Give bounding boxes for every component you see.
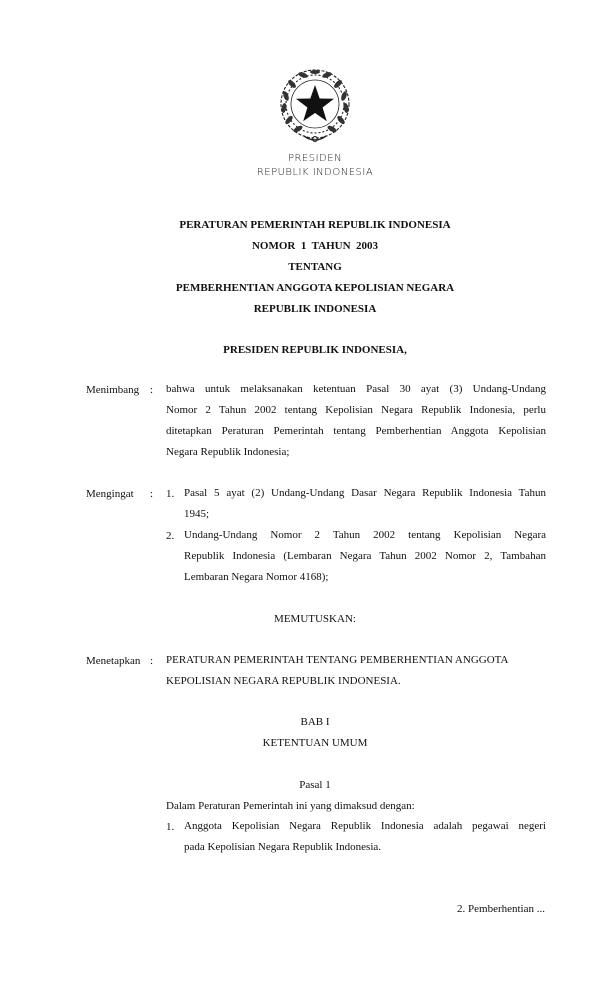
pasal-intro: Dalam Peraturan Pemerintah ini yang dimaksud dengan: [166, 800, 415, 812]
mengingat-line: Lembaran Negara Nomor 4168); [184, 571, 329, 583]
menetapkan-colon: : [150, 655, 154, 667]
mengingat-label: Mengingat [86, 488, 134, 500]
title-line-tentang: TENTANG [288, 261, 342, 273]
mengingat-item-number: 1. [166, 488, 175, 500]
menetapkan-text [166, 650, 546, 692]
mengingat-item-2 [184, 525, 546, 588]
mengingat-colon: : [150, 488, 154, 500]
menimbang-line: bahwa untuk melaksanakan ketentuan Pasal 30 ayat (3) Undang-Undang [166, 383, 546, 395]
pasal-item-number: 1. [166, 821, 175, 833]
pasal-line: pada Kepolisian Negara Republik Indonesia. [184, 841, 382, 853]
issuer-heading: PRESIDEN REPUBLIK INDONESIA, [223, 344, 407, 356]
mengingat-line: Pasal 5 ayat (2) Undang-Undang Dasar Negara Republik Indonesia Tahun [184, 487, 546, 499]
memutuskan-heading: MEMUTUSKAN: [274, 613, 356, 625]
mengingat-line: Undang-Undang Nomor 2 Tahun 2002 tentang Kepolisian Negara [184, 529, 546, 541]
menimbang-colon: : [150, 384, 154, 396]
emblem-caption-presiden: PRESIDEN [287, 153, 343, 164]
title-line-subject-2: REPUBLIK INDONESIA [253, 303, 377, 315]
mengingat-item-number: 2. [166, 530, 175, 542]
menimbang-text [166, 379, 546, 463]
pasal-heading: Pasal 1 [299, 779, 331, 791]
menimbang-line: Nomor 2 Tahun 2002 tentang Kepolisian Negara Republik Indonesia, perlu [166, 404, 546, 416]
title-line-subject: PEMBERHENTIAN ANGGOTA KEPOLISIAN NEGARA [175, 282, 455, 294]
menimbang-line: ditetapkan Peraturan Pemerintah tentang Pemberhentian Anggota Kepolisian [166, 425, 546, 437]
menetapkan-line: KEPOLISIAN NEGARA REPUBLIK INDONESIA. [166, 675, 401, 687]
menimbang-label: Menimbang [86, 384, 140, 396]
title-line-regulation: PERATURAN PEMERINTAH REPUBLIK INDONESIA [179, 219, 451, 231]
bab-heading: BAB I [300, 716, 330, 728]
title-line-number: NOMOR 1 TAHUN 2003 [251, 240, 379, 252]
mengingat-item-1 [184, 483, 546, 525]
menetapkan-label: Menetapkan [86, 655, 141, 667]
mengingat-line: 1945; [184, 508, 210, 520]
menetapkan-line: PERATURAN PEMERINTAH TENTANG PEMBERHENTIAN ANGGOTA [166, 654, 509, 666]
menimbang-line: Negara Republik Indonesia; [166, 446, 290, 458]
bab-title: KETENTUAN UMUM [262, 737, 368, 749]
emblem-caption-republik: REPUBLIK INDONESIA [256, 167, 374, 178]
pasal-line: Anggota Kepolisian Negara Republik Indonesia adalah pegawai negeri [184, 820, 546, 832]
garuda-star-emblem-icon [276, 66, 354, 148]
mengingat-line: Republik Indonesia (Lembaran Negara Tahun 2002 Nomor 2, Tambahan [184, 550, 546, 562]
pasal-item-1 [184, 816, 546, 858]
page-continuation-footer: 2. Pemberhentian ... [457, 903, 545, 915]
